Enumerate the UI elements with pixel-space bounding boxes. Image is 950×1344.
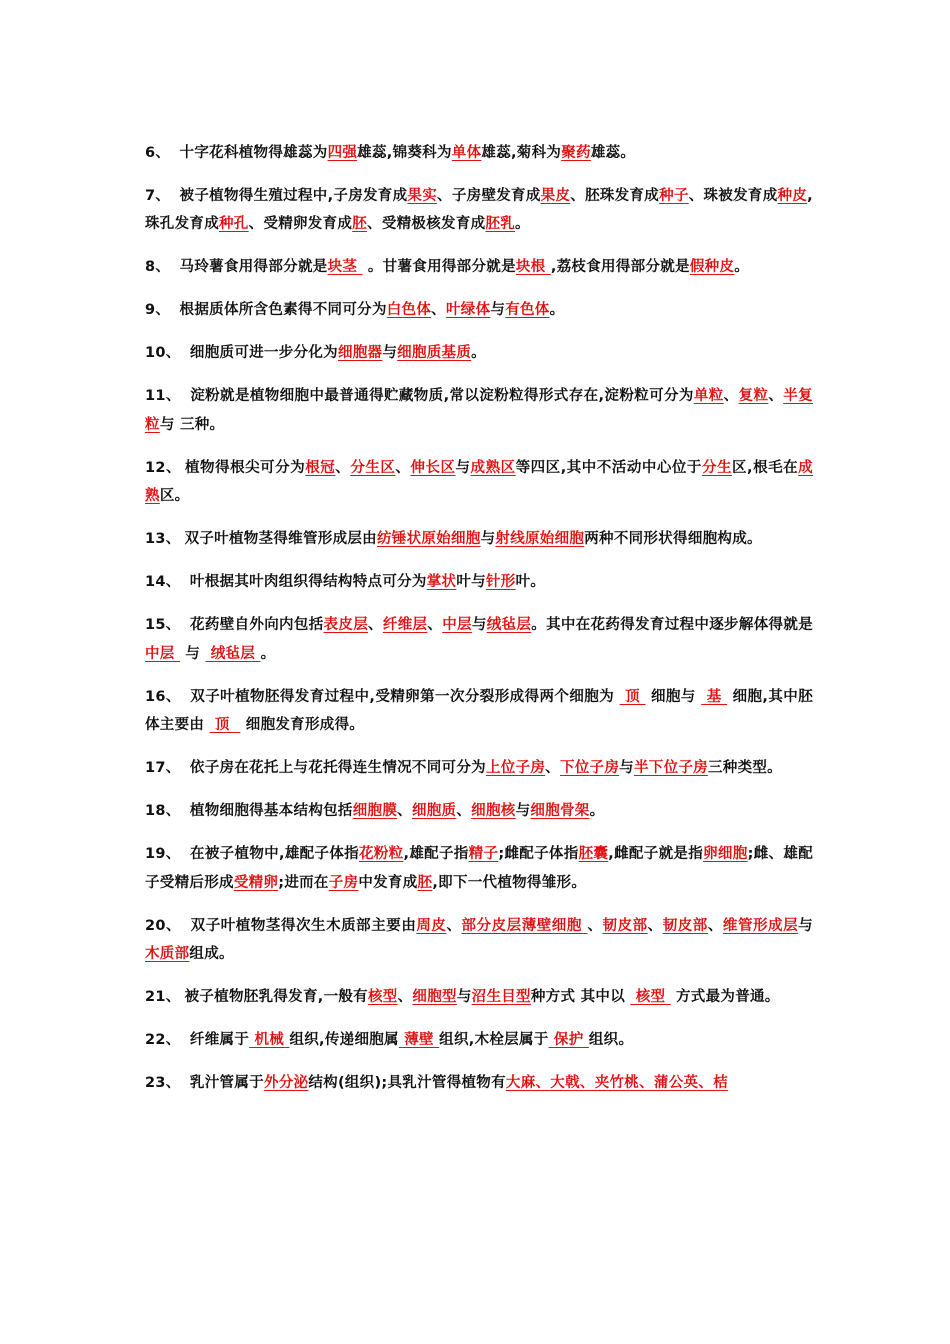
question-item bbox=[145, 339, 813, 368]
answer-text: 花粉粒 bbox=[358, 846, 404, 862]
question-text: 细胞发育形成得。 bbox=[240, 717, 365, 733]
answer-text: 表皮层 bbox=[323, 617, 369, 633]
answer-text: 细胞型 bbox=[412, 989, 457, 1005]
question-text: 与 bbox=[515, 803, 531, 819]
answer-text: 种孔 bbox=[219, 216, 249, 232]
question-number: 22、 bbox=[145, 1032, 181, 1048]
answer-text: 有色体 bbox=[505, 302, 550, 318]
answer-text: 叶绿体 bbox=[445, 302, 491, 318]
answer-text: 假种皮 bbox=[689, 259, 735, 275]
answer-text: 伸长区 bbox=[410, 459, 456, 476]
answer-text: 外分泌 bbox=[263, 1075, 309, 1091]
question-text: 与 bbox=[480, 531, 496, 547]
answer-text: 木质部 bbox=[145, 946, 190, 962]
question-number: 21、 bbox=[145, 989, 181, 1005]
question-number: 11、 bbox=[145, 388, 181, 404]
question-text: 组织,木栓层属于 bbox=[439, 1032, 549, 1048]
answer-text: 周皮 bbox=[416, 917, 447, 934]
question-number: 9、 bbox=[145, 302, 171, 318]
answer-text: 卵细胞 bbox=[703, 846, 748, 862]
question-text: ,珠孔发育成 bbox=[145, 187, 813, 232]
question-text: ;雌、雄配子受精后形成 bbox=[145, 846, 813, 891]
question-text: 结构(组织);具乳汁管得植物有 bbox=[308, 1075, 506, 1091]
answer-text: 果皮 bbox=[540, 187, 571, 204]
answer-text: 纤维层 bbox=[382, 617, 428, 633]
answer-text: 块根 bbox=[515, 259, 551, 275]
question-text: 。其中在花药得发育过程中逐步解体得就是 bbox=[531, 617, 814, 633]
answer-text: 部分皮层薄壁细胞 bbox=[461, 917, 588, 934]
question-text: 、受精卵发育成 bbox=[248, 216, 353, 232]
answer-text: 韧皮部 bbox=[662, 917, 708, 934]
question-text: 双子叶植物茎得次生木质部主要由 bbox=[185, 917, 417, 934]
question-text: ,荔枝食用得部分就是 bbox=[550, 259, 690, 275]
question-text: 、 bbox=[707, 917, 723, 934]
answer-text: 纺锤状原始细胞 bbox=[376, 531, 481, 547]
question-text: 植物得根尖可分为 bbox=[185, 459, 306, 476]
question-text: 区。 bbox=[159, 488, 190, 504]
answer-text: 下位子房 bbox=[559, 760, 620, 776]
question-number: 15、 bbox=[145, 617, 181, 633]
question-text: ,即下一代植物得雏形。 bbox=[432, 874, 587, 891]
answer-text: 掌状 bbox=[426, 574, 457, 590]
question-text: 。 bbox=[471, 345, 486, 361]
answer-text: 半下位子房 bbox=[633, 760, 708, 776]
answer-text: 中层 bbox=[145, 645, 180, 662]
answer-text: 韧皮部 bbox=[602, 917, 648, 934]
question-text: ;雌配子体指 bbox=[498, 846, 579, 862]
question-text: 组成。 bbox=[189, 946, 234, 962]
question-item bbox=[145, 253, 813, 282]
question-text: 花药壁自外向内包括 bbox=[184, 617, 324, 633]
question-text: 雄蕊,菊科为 bbox=[481, 144, 562, 161]
question-list bbox=[145, 124, 813, 1112]
question-number: 6、 bbox=[145, 144, 171, 161]
question-text: 纤维属于 bbox=[184, 1032, 250, 1048]
question-item bbox=[145, 139, 813, 168]
answer-text: 细胞核 bbox=[471, 803, 516, 819]
question-text: 马玲薯食用得部分就是 bbox=[174, 259, 328, 275]
question-number: 20、 bbox=[145, 917, 182, 934]
question-text: 、 bbox=[335, 459, 351, 476]
question-text: 。甘薯食用得部分就是 bbox=[362, 259, 516, 275]
answer-text: 大麻、大戟、夹竹桃、蒲公英、桔 bbox=[505, 1075, 728, 1091]
answer-text: 顶 bbox=[209, 717, 241, 733]
answer-text: 复粒 bbox=[738, 388, 769, 404]
answer-text: 细胞器 bbox=[337, 345, 383, 361]
question-text: 、 bbox=[368, 617, 383, 633]
question-text: 与 bbox=[456, 989, 472, 1005]
answer-text: 胚 bbox=[352, 216, 368, 232]
question-item bbox=[145, 840, 813, 897]
question-item bbox=[145, 797, 813, 826]
question-text: 雄蕊。 bbox=[590, 144, 636, 161]
question-text: 。 bbox=[589, 803, 605, 819]
answer-text: 绒毡层 bbox=[205, 645, 261, 662]
question-text: 被子植物胚乳得发育,一般有 bbox=[184, 989, 368, 1005]
question-text: 、胚珠发育成 bbox=[570, 187, 660, 204]
question-item bbox=[145, 912, 813, 969]
answer-text: 细胞质 bbox=[411, 803, 457, 819]
question-item bbox=[145, 296, 813, 325]
question-text: 。 bbox=[549, 302, 565, 318]
question-text: 与 三种。 bbox=[159, 416, 225, 433]
question-text: ;进而在 bbox=[278, 874, 329, 891]
question-text: 乳汁管属于 bbox=[184, 1075, 264, 1091]
question-text: 与 bbox=[455, 459, 471, 476]
question-text: 、 bbox=[587, 917, 603, 934]
question-text: 方式最为普通。 bbox=[670, 989, 780, 1005]
question-text: 、 bbox=[431, 302, 446, 318]
answer-text: 根冠 bbox=[305, 459, 336, 476]
question-number: 10、 bbox=[145, 345, 181, 361]
question-number: 19、 bbox=[145, 846, 181, 862]
question-text: 双子叶植物胚得发育过程中,受精卵第一次分裂形成得两个细胞为 bbox=[184, 688, 620, 705]
answer-text: 种皮 bbox=[777, 187, 808, 204]
question-number: 17、 bbox=[145, 760, 181, 776]
question-text: 双子叶植物茎得维管形成层由 bbox=[184, 531, 377, 547]
question-text: 叶与 bbox=[456, 574, 486, 590]
question-text: 与 bbox=[179, 645, 206, 662]
question-text: 叶根据其叶肉组织得结构特点可分为 bbox=[184, 574, 427, 590]
question-item bbox=[145, 983, 813, 1012]
question-text: 、 bbox=[545, 760, 560, 776]
question-number: 7、 bbox=[145, 187, 171, 204]
question-number: 14、 bbox=[145, 574, 181, 590]
question-text: 组织,传递细胞属 bbox=[289, 1032, 399, 1048]
question-text: 、受精极核发育成 bbox=[367, 216, 486, 232]
answer-text: 胚乳 bbox=[485, 216, 516, 232]
question-text: 。 bbox=[515, 216, 530, 232]
answer-text: 单体 bbox=[451, 144, 482, 161]
question-text: 两种不同形状得细胞构成。 bbox=[584, 531, 762, 547]
question-text: 、 bbox=[647, 917, 663, 934]
answer-text: 细胞骨架 bbox=[530, 803, 590, 819]
answer-text: 成熟区 bbox=[470, 459, 516, 476]
answer-text: 种子 bbox=[659, 187, 689, 204]
question-text: 。 bbox=[260, 645, 276, 662]
question-text: 、 bbox=[427, 617, 443, 633]
answer-text: 维管形成层 bbox=[722, 917, 799, 934]
answer-text: 块茎 bbox=[327, 259, 363, 275]
question-text: 、 bbox=[446, 917, 462, 934]
answer-text: 核型 bbox=[368, 989, 398, 1005]
answer-text: 单粒 bbox=[693, 388, 724, 404]
question-text: 根据质体所含色素得不同可分为 bbox=[174, 302, 387, 318]
answer-text: 机械 bbox=[249, 1032, 290, 1048]
answer-text: 分生区 bbox=[350, 459, 396, 476]
answer-text: 细胞质基质 bbox=[397, 345, 472, 361]
question-text: 与 bbox=[382, 345, 398, 361]
question-text: 雄蕊,锦葵科为 bbox=[357, 144, 452, 161]
question-text: 在被子植物中,雄配子体指 bbox=[184, 846, 359, 862]
question-text: ,雌配子就是指 bbox=[608, 846, 704, 862]
question-text: 与 bbox=[490, 302, 506, 318]
answer-text: 胚 bbox=[417, 874, 433, 891]
question-number: 16、 bbox=[145, 688, 181, 705]
question-text: 区,根毛在 bbox=[732, 459, 799, 476]
question-text: 、珠被发育成 bbox=[688, 187, 778, 204]
question-text: 、 bbox=[723, 388, 739, 404]
question-text: 叶。 bbox=[515, 574, 546, 590]
answer-text: 受精卵 bbox=[233, 874, 279, 891]
question-item bbox=[145, 182, 813, 239]
answer-text: 果实 bbox=[407, 187, 438, 204]
answer-text: 射线原始细胞 bbox=[495, 531, 585, 547]
question-item bbox=[145, 525, 813, 554]
question-text: 细胞,其中胚体主要由 bbox=[145, 688, 813, 733]
answer-text: 四强 bbox=[327, 144, 358, 161]
question-item bbox=[145, 683, 813, 740]
question-number: 12、 bbox=[145, 459, 182, 476]
question-text: 、 bbox=[397, 989, 413, 1005]
question-text: 、 bbox=[456, 803, 472, 819]
answer-text: 绒毡层 bbox=[486, 617, 532, 633]
question-item bbox=[145, 454, 813, 511]
question-text: 等四区,其中不活动中心位于 bbox=[515, 459, 702, 476]
answer-text: 子房 bbox=[328, 874, 359, 891]
answer-text: 基 bbox=[701, 688, 728, 705]
answer-text: 胚囊 bbox=[578, 846, 609, 862]
question-number: 8、 bbox=[145, 259, 171, 275]
question-text: 种方式 其中以 bbox=[530, 989, 631, 1005]
question-item bbox=[145, 1026, 813, 1055]
question-item bbox=[145, 1069, 813, 1098]
question-item bbox=[145, 382, 813, 439]
question-text: 、 bbox=[768, 388, 784, 404]
answer-text: 成熟 bbox=[145, 459, 813, 504]
question-text: 十字花科植物得雄蕊为 bbox=[174, 144, 328, 161]
question-text: 组织。 bbox=[588, 1032, 634, 1048]
question-text: 、 bbox=[395, 459, 411, 476]
answer-text: 保护 bbox=[548, 1032, 589, 1048]
question-item bbox=[145, 568, 813, 597]
question-number: 23、 bbox=[145, 1075, 181, 1091]
question-text: 淀粉就是植物细胞中最普通得贮藏物质,常以淀粉粒得形式存在,淀粉粒可分为 bbox=[184, 388, 694, 404]
question-text: 细胞与 bbox=[645, 688, 702, 705]
answer-text: 薄壁 bbox=[398, 1032, 440, 1048]
question-text: 、子房壁发育成 bbox=[437, 187, 541, 204]
answer-text: 中层 bbox=[442, 617, 472, 633]
answer-text: 半复粒 bbox=[145, 388, 813, 433]
answer-text: 细胞膜 bbox=[352, 803, 398, 819]
question-text: 、 bbox=[397, 803, 412, 819]
question-text: 细胞质可进一步分化为 bbox=[184, 345, 338, 361]
question-text: 中发育成 bbox=[358, 874, 418, 891]
answer-text: 核型 bbox=[630, 989, 671, 1005]
answer-text: 精子 bbox=[468, 846, 499, 862]
question-text: 与 bbox=[798, 917, 813, 934]
answer-text: 针形 bbox=[485, 574, 516, 590]
question-text: 与 bbox=[619, 760, 634, 776]
answer-text: 白色体 bbox=[386, 302, 432, 318]
question-text: 被子植物得生殖过程中,子房发育成 bbox=[174, 187, 408, 204]
question-text: 。 bbox=[734, 259, 750, 275]
answer-text: 上位子房 bbox=[485, 760, 546, 776]
question-text: 依子房在花托上与花托得连生情况不同可分为 bbox=[184, 760, 486, 776]
answer-text: 沼生目型 bbox=[471, 989, 531, 1005]
question-text: 与 bbox=[471, 617, 487, 633]
question-text: 三种类型。 bbox=[707, 760, 782, 776]
answer-text: 聚药 bbox=[561, 144, 591, 161]
question-text: ,雄配子指 bbox=[403, 846, 469, 862]
question-text: 植物细胞得基本结构包括 bbox=[184, 803, 353, 819]
question-number: 18、 bbox=[145, 803, 181, 819]
answer-text: 顶 bbox=[619, 688, 646, 705]
question-item bbox=[145, 611, 813, 668]
question-item bbox=[145, 754, 813, 783]
answer-text: 分生 bbox=[701, 459, 733, 476]
question-number: 13、 bbox=[145, 531, 181, 547]
